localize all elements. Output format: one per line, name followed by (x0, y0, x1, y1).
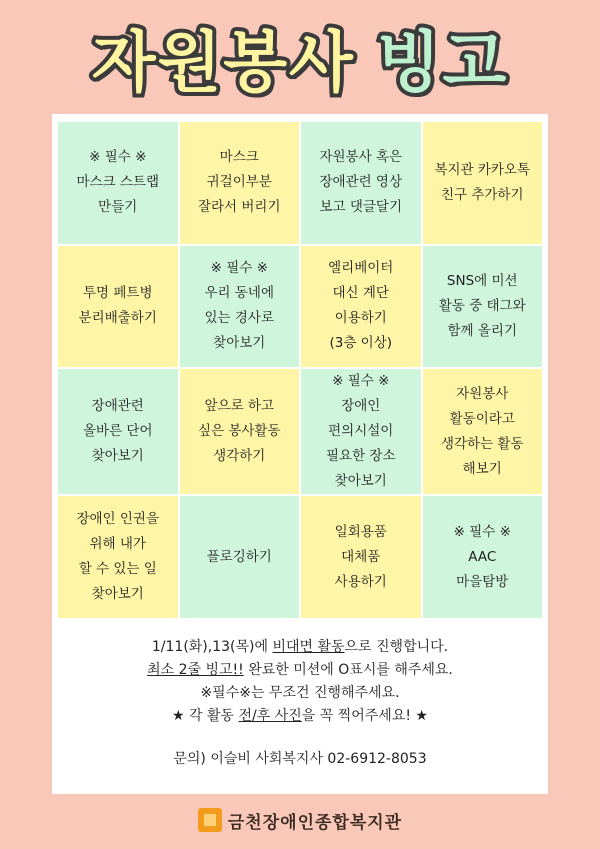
bingo-cell (423, 246, 543, 368)
bingo-cell-text: 장애인 인권을 위해 내가 할 수 있는 일 찾아보기 (76, 511, 160, 603)
bingo-cell-text: 자원봉사 혹은 장애관련 영상 보고 댓글달기 (319, 149, 403, 216)
notice-line-photo: ★ 각 활동 전/후 사진을 꼭 찍어주세요! ★ (172, 708, 428, 724)
notice-text (52, 636, 548, 771)
bingo-cell (301, 369, 421, 494)
bingo-cell (423, 369, 543, 494)
notice-line-required: ※필수※는 무조건 진행해주세요. (200, 685, 400, 701)
bingo-cell-text: 일회용품 대체품 사용하기 (334, 523, 387, 590)
bingo-cell-text: 엘리베이터 대신 계단 이용하기 (3층 이상) (328, 260, 394, 352)
bingo-cell (180, 246, 300, 368)
bingo-cell (58, 496, 178, 618)
bingo-board (58, 122, 542, 618)
bingo-cell (423, 496, 543, 618)
bingo-cell (423, 122, 543, 244)
bingo-cell-text: ※ 필수 ※ AAC 마을탐방 (453, 523, 511, 590)
bingo-cell-text: SNS에 미션 활동 중 태그와 함께 올리기 (438, 272, 526, 339)
bingo-cell-text: 복지관 카카오톡 친구 추가하기 (434, 161, 531, 203)
contact-info: 문의) 이슬비 사회복지사 02-6912-8053 (173, 751, 427, 767)
bingo-cell-text: 플로깅하기 (206, 548, 272, 565)
bingo-cell (58, 369, 178, 494)
bingo-cell-text: ※ 필수 ※ 우리 동네에 있는 경사로 찾아보기 (204, 260, 274, 352)
title-bingo: 빙고 (376, 23, 509, 101)
content-card (52, 114, 548, 794)
bingo-cell-text: 장애관련 올바른 단어 찾아보기 (83, 398, 153, 465)
bingo-cell-text: ※ 필수 ※ 마스크 스트랩 만들기 (76, 149, 160, 216)
bingo-cell-text: 앞으로 하고 싶은 봉사활동 생각하기 (197, 398, 281, 465)
footer (0, 800, 600, 840)
bingo-cell (301, 246, 421, 368)
org-logo-icon (198, 808, 222, 832)
bingo-cell-text: 투명 페트병 분리배출하기 (78, 285, 157, 327)
bingo-cell (180, 369, 300, 494)
bingo-cell (58, 122, 178, 244)
bingo-cell (301, 496, 421, 618)
notice-line-rule: 최소 2줄 빙고!! 완료한 미션에 O표시를 해주세요. (147, 662, 453, 678)
bingo-cell-text: ※ 필수 ※ 장애인 편의시설이 필요한 장소 찾아보기 (326, 373, 396, 490)
org-name: 금천장애인종합복지관 (227, 812, 403, 833)
bingo-cell (180, 496, 300, 618)
notice-line-schedule: 1/11(화),13(목)에 비대면 활동으로 진행합니다. (151, 639, 449, 655)
bingo-cell (301, 122, 421, 244)
bingo-cell (180, 122, 300, 244)
bingo-cell (58, 246, 178, 368)
bingo-cell-text: 마스크 귀걸이부분 잘라서 버리기 (197, 149, 281, 216)
bingo-cell-text: 자원봉사 활동이라고 생각하는 활동 해보기 (440, 385, 524, 477)
poster-title (0, 8, 600, 104)
title-volunteer: 자원봉사 (91, 23, 355, 101)
